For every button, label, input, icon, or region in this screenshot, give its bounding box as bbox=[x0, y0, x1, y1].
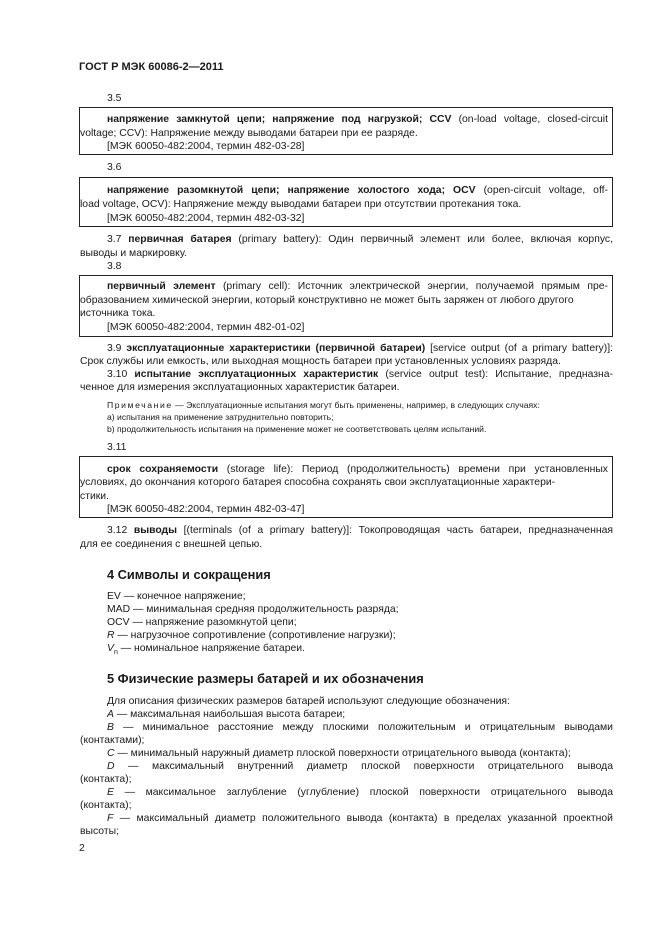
term-reference: [МЭК 60050-482:2004, термин 482-03-28] bbox=[107, 141, 305, 152]
term-reference: [МЭК 60050-482:2004, термин 482-01-02] bbox=[107, 322, 305, 333]
symbol-item: $V_n$ — номинальное напряжение батареи. bbox=[107, 643, 305, 657]
dimension-item: A — максимальная наибольшая высота батареи; bbox=[107, 709, 346, 720]
term-text: voltage; CCV): Напряжение между выводами батареи при ее разряде. bbox=[80, 128, 418, 139]
term-title: первичный элемент bbox=[107, 281, 216, 292]
term-text: 3.7 первичная батарея (primary battery): Один первичный элемент или более, включая корпус, bbox=[107, 234, 614, 245]
term-title: напряжение разомкнутой цепи; напряжение холостого хода; OCV bbox=[107, 185, 476, 196]
term-text: напряжение разомкнутой цепи; напряжение холостого хода; OCV (open-circuit voltage, off- bbox=[107, 185, 608, 196]
term-text: для ее соединения с внешней цепью. bbox=[80, 539, 263, 550]
term-title: срок сохраняемости bbox=[107, 464, 219, 475]
document-header: ГОСТ Р МЭК 60086-2—2011 bbox=[79, 61, 224, 73]
term-title: напряжение замкнутой цепи; напряжение под нагрузкой; CCV bbox=[107, 114, 452, 125]
dimension-item: E — максимальное заглубление (углубление) плоской поверхности отрицательного вывода bbox=[107, 787, 613, 798]
symbol-item: EV — конечное напряжение; bbox=[107, 591, 246, 602]
term-title: испытание эксплуатационных характеристик bbox=[134, 369, 379, 380]
note-item: а) испытания на применение затруднительно повторить; bbox=[107, 412, 334, 422]
term-text: первичный элемент (primary cell): Источник электрической энергии, получаемой прямым пре- bbox=[107, 281, 608, 292]
symbol-item: MAD — минимальная средняя продолжительность разряда; bbox=[107, 604, 399, 615]
page-number: 2 bbox=[79, 843, 85, 854]
term-title: эксплуатационные характеристики (первичной батареи) bbox=[126, 343, 426, 354]
dimension-item: D — максимальный внутренний диаметр плоской поверхности отрицательного вывода bbox=[107, 761, 613, 772]
dimension-item-cont: (контактами); bbox=[80, 735, 145, 746]
term-number: 3.8 bbox=[107, 261, 122, 272]
term-text: срок сохраняемости (storage life): Период (продолжительность) времени при установленных bbox=[107, 464, 609, 475]
term-text: Срок службы или емкость, или выходная мощность батареи при установленных условиях разряда. bbox=[80, 356, 561, 367]
term-text: 3.9 эксплуатационные характеристики (первичной батареи) [service output (of a primary battery)]: bbox=[107, 343, 613, 354]
term-text: load voltage, OCV): Напряжение между выводами батареи при отсутствии протекания тока. bbox=[80, 199, 522, 210]
term-text: стики. bbox=[80, 491, 109, 502]
term-text: выводы и маркировку. bbox=[80, 248, 187, 259]
paragraph: Для описания физических размеров батарей используют следующие обозначения: bbox=[107, 696, 510, 707]
symbol-item: R — нагрузочное сопротивление (сопротивление нагрузки); bbox=[107, 630, 396, 641]
dimension-item-cont: (контакта); bbox=[80, 774, 132, 785]
note-label: Примечание bbox=[107, 400, 173, 410]
term-title: выводы bbox=[133, 525, 178, 536]
dimension-item: B — минимальное расстояние между плоскими положительным и отрицательным выводами bbox=[107, 722, 613, 733]
term-text: образованием химической энергии, который конструктивно не может быть заряжен от любого другого bbox=[80, 295, 574, 306]
term-text: напряжение замкнутой цепи; напряжение под нагрузкой; CCV (on-load voltage, closed-circuit bbox=[107, 114, 608, 125]
term-number: 3.5 bbox=[107, 93, 122, 104]
term-number: 3.11 bbox=[107, 442, 127, 453]
term-text: источника тока. bbox=[80, 308, 156, 319]
note: Примечание — Эксплуатационные испытания могут быть применены, например, в следующих случаях: bbox=[107, 400, 540, 410]
note-item: b) продолжительность испытания на применение может не соответствовать целям испытаний. bbox=[107, 424, 487, 434]
term-text: 3.12 выводы [(terminals (of a primary battery)]: Токопроводящая часть батареи, предназначенная bbox=[107, 525, 613, 536]
term-text: 3.10 испытание эксплуатационных характеристик (service output test): Испытание, предназна- bbox=[107, 369, 613, 380]
term-reference: [МЭК 60050-482:2004, термин 482-03-47] bbox=[107, 504, 305, 515]
term-text: ченное для измерения эксплуатационных характеристик батареи. bbox=[80, 382, 400, 393]
section-heading: 5 Физические размеры батарей и их обозначения bbox=[107, 671, 424, 686]
dimension-item-cont: (контакта); bbox=[80, 800, 132, 811]
dimension-item-cont: высоты; bbox=[80, 826, 119, 837]
term-reference: [МЭК 60050-482:2004, термин 482-03-32] bbox=[107, 213, 305, 224]
term-title: первичная батарея bbox=[128, 234, 232, 245]
dimension-item: F — максимальный диаметр положительного вывода (контакта) в пределах указанной проектной bbox=[107, 813, 613, 824]
term-number: 3.6 bbox=[107, 162, 122, 173]
section-heading: 4 Символы и сокращения bbox=[107, 567, 271, 582]
term-text: условиях, до окончания которого батарея способна сохранять свои эксплуатационные характери- bbox=[80, 477, 556, 488]
symbol-item: OCV — напряжение разомкнутой цепи; bbox=[107, 617, 297, 628]
dimension-item: C — минимальный наружный диаметр плоской поверхности отрицательного вывода (контакта); bbox=[107, 748, 571, 759]
